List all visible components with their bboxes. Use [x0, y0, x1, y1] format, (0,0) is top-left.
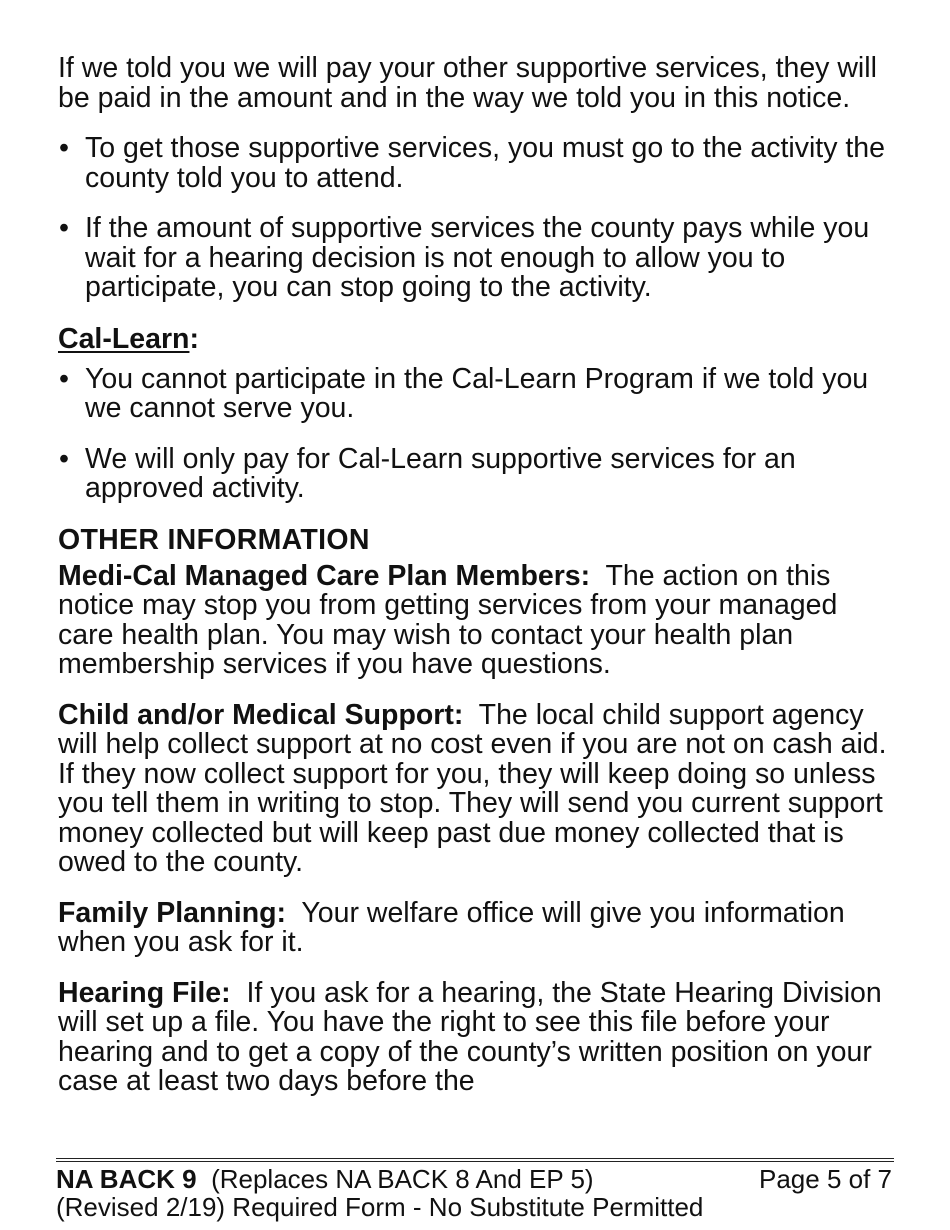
child-support-paragraph — [58, 698, 898, 878]
form-id: NA BACK 9 — [56, 1164, 197, 1194]
paragraph-label: Child and/or Medical Support: — [58, 698, 464, 731]
notice-page — [58, 54, 898, 1118]
family-planning-paragraph — [58, 896, 898, 958]
footer-line-1 — [56, 1165, 894, 1193]
list-item: • To get those supportive services, you must go to the activity the county told you to attend. — [58, 134, 898, 193]
list-item: • If the amount of supportive services the county pays while you wait for a hearing decision is not enough to allow you to participate, you can stop going to the activity. — [58, 214, 898, 303]
cal-learn-heading-text: Cal-Learn — [58, 322, 190, 355]
paragraph-text: Your welfare office will give you information when you ask for it. — [58, 896, 845, 958]
managed-care-paragraph — [58, 559, 898, 680]
footer-divider — [56, 1158, 894, 1162]
other-information-heading: OTHER INFORMATION — [58, 523, 370, 556]
paragraph-label: Hearing File: — [58, 976, 231, 1009]
cal-learn-list — [58, 362, 898, 504]
cal-learn-heading-colon: : — [189, 322, 199, 355]
list-item: • You cannot participate in the Cal-Learn Program if we told you we cannot serve you. — [58, 365, 898, 424]
replaces-note: (Replaces NA BACK 8 And EP 5) — [211, 1164, 594, 1194]
paragraph-text: The action on this notice may stop you from getting services from your managed care health plan. You may wish to contact your health plan membership services if you have questions. — [58, 559, 838, 680]
footer-revised: (Revised 2/19) Required Form - No Substitute Permitted — [56, 1192, 704, 1222]
list-item: • We will only pay for Cal-Learn supportive services for an approved activity. — [58, 445, 898, 504]
hearing-file-paragraph — [58, 976, 898, 1097]
paragraph-label: Medi-Cal Managed Care Plan Members: — [58, 559, 591, 592]
page-footer — [56, 1158, 894, 1221]
supportive-services-list — [58, 134, 898, 303]
paragraph-text: The local child support agency will help collect support at no cost even if you are not on cash aid. If they now collect support for you, they will keep doing so unless you tell them in writing to stop. They will send you current support money collected but will keep past due money collected that is owed to the county. — [58, 698, 887, 878]
page-number: Page 5 of 7 — [759, 1164, 892, 1194]
cal-learn-heading — [58, 324, 898, 354]
intro-paragraph: If we told you we will pay your other supportive services, they will be paid in the amount and in the way we told you in this notice. — [58, 52, 877, 114]
paragraph-text: If you ask for a hearing, the State Hearing Division will set up a file. You have the right to see this file before your hearing and to get a copy of the county’s written position on your case at least two days before the — [58, 976, 882, 1097]
paragraph-label: Family Planning: — [58, 896, 287, 929]
